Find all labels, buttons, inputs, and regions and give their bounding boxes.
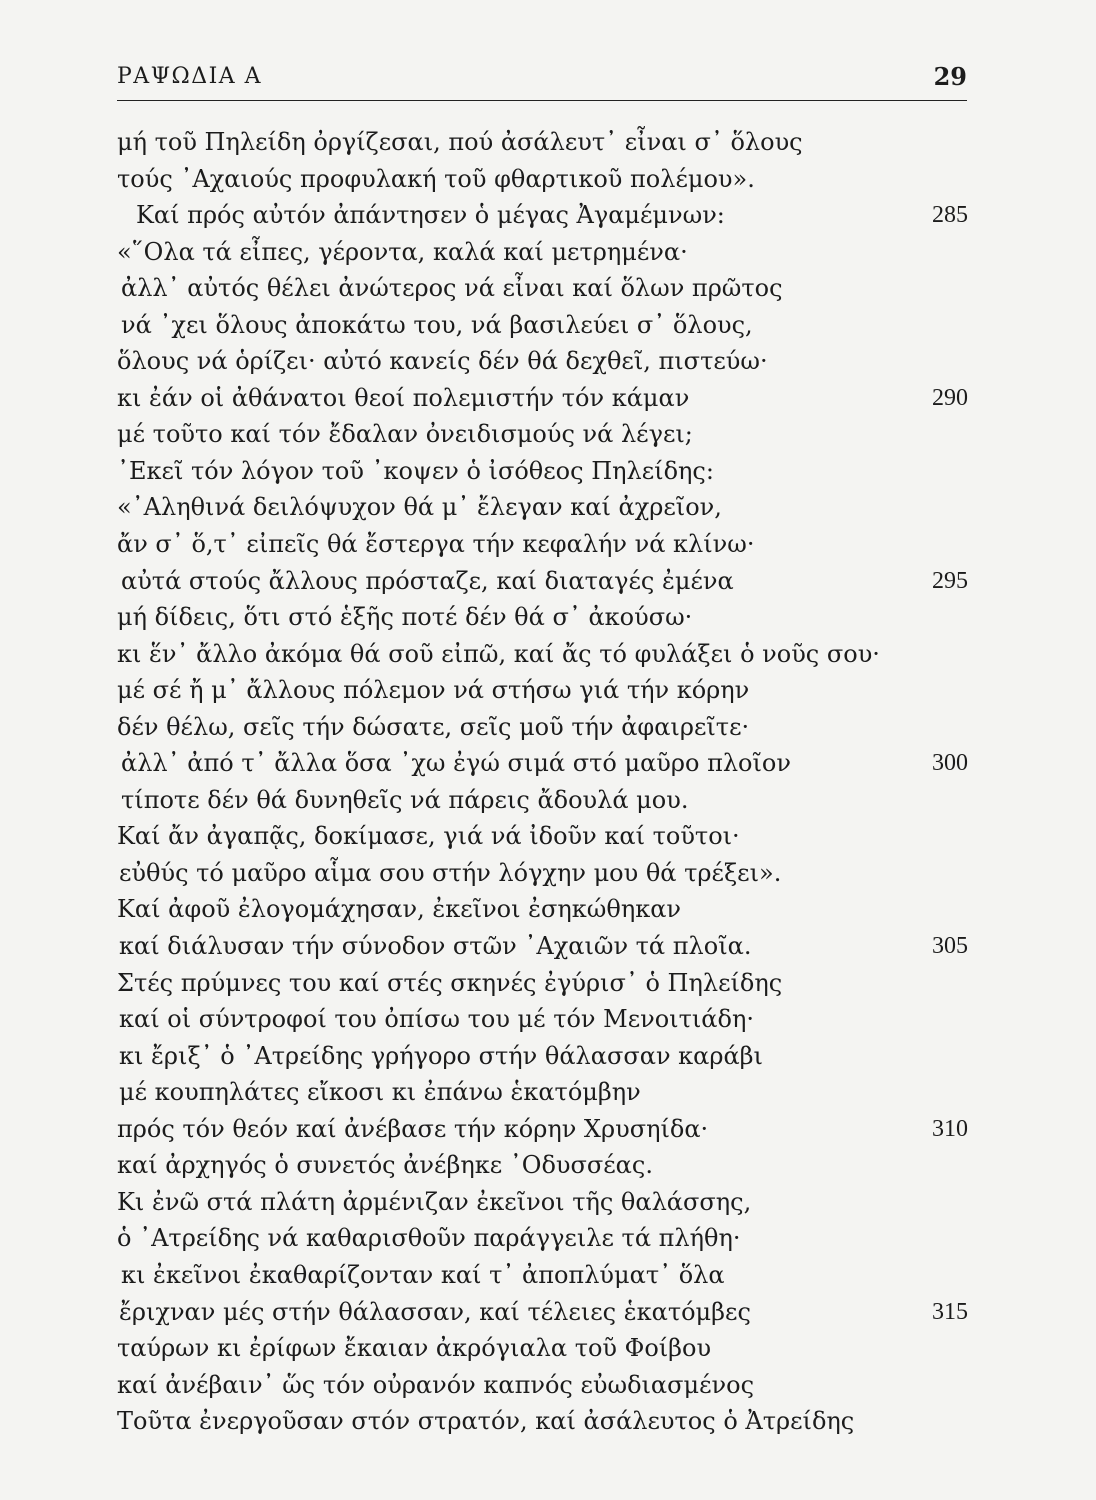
line-number: 295: [932, 567, 968, 594]
verse-line: [0, 891, 1096, 928]
verse-text: αὐτά στούς ἄλλους πρόσταζε, καί διαταγές ἐμένα: [121, 566, 734, 595]
verse-text: κι ἐκεῖνοι ἐκαθαρίζονταν καί τ᾽ ἀποπλύματ᾽ ὅλα: [121, 1260, 725, 1289]
verse-line: [0, 599, 1096, 636]
verse-text: Καί ἄν ἀγαπᾷς, δοκίμασε, γιά νά ἰδοῦν καί τοῦτοι·: [117, 822, 740, 851]
verse-text: νά ᾽χει ὅλους ἀποκάτω του, νά βασιλεύει σ᾽ ὅλους,: [121, 310, 753, 339]
verse-line: [0, 1038, 1096, 1075]
verse-line: [0, 928, 1096, 965]
verse-line: [0, 526, 1096, 563]
verse-text: καί ἀνέβαιν᾽ ὥς τόν οὐρανόν καπνός εὐωδιασμένος: [117, 1370, 755, 1399]
verse-text: ᾽Εκεῖ τόν λόγον τοῦ ᾽κοψεν ὁ ἰσόθεος Πηλείδης:: [117, 456, 714, 485]
verse-text: Τοῦτα ἐνεργοῦσαν στόν στρατόν, καί ἀσάλευτος ὁ Ἀτρείδης: [117, 1407, 855, 1436]
running-title: ΡΑΨΩΔΙΑ Α: [117, 64, 263, 89]
verse-line: [0, 380, 1096, 417]
verse-text: καί διάλυσαν τήν σύνοδον στῶν ᾽Αχαιῶν τά πλοῖα.: [119, 932, 752, 961]
verse-line: [0, 197, 1096, 234]
header-rule: [117, 100, 967, 101]
verse-line: [0, 489, 1096, 526]
verse-line: [0, 1184, 1096, 1221]
verse-text: μέ τοῦτο καί τόν ἔδαλαν ὀνειδισμούς νά λέγει;: [117, 420, 693, 449]
verse-text: εὐθύς τό μαῦρο αἷμα σου στήν λόγχην μου θά τρέξει».: [119, 858, 782, 887]
verse-text: ταύρων κι ἐρίφων ἔκαιαν ἀκρόγιαλα τοῦ Φοίβου: [117, 1334, 712, 1363]
verse-line: [0, 343, 1096, 380]
verse-line: [0, 563, 1096, 600]
verse-text: κι ἕν᾽ ἄλλο ἀκόμα θά σοῦ εἰπῶ, καί ἄς τό φυλάξει ὁ νοῦς σου·: [117, 639, 880, 668]
verse-line: [0, 234, 1096, 271]
verse-line: [0, 1111, 1096, 1148]
verse-text: μή δίδεις, ὅτι στό ἑξῆς ποτέ δέν θά σ᾽ ἀκούσω·: [117, 603, 693, 632]
line-number: 285: [932, 202, 968, 229]
running-header: [117, 62, 967, 96]
line-number: 310: [932, 1115, 968, 1142]
verse-text: ὁ ᾽Ατρείδης νά καθαρισθοῦν παράγγειλε τά πλήθη·: [117, 1224, 741, 1253]
verse-text: μέ κουπηλάτες εἴκοσι κι ἐπάνω ἑκατόμβην: [119, 1078, 641, 1107]
verse-text: μέ σέ ἤ μ᾽ ἄλλους πόλεμον νά στήσω γιά τήν κόρην: [117, 676, 750, 705]
verse-line: [0, 307, 1096, 344]
verse-text: τούς ᾽Αχαιούς προφυλακή τοῦ φθαρτικοῦ πολέμου».: [117, 164, 755, 193]
verse-text: «᾽Αληθινά δειλόψυχον θά μ᾽ ἔλεγαν καί ἀχρεῖον,: [117, 493, 722, 522]
verse-text: κι ἔριξ᾽ ὁ ᾽Ατρείδης γρήγορο στήν θάλασσαν καράβι: [119, 1041, 763, 1070]
verse-text: μή τοῦ Πηλείδη ὀργίζεσαι, πού ἀσάλευτ᾽ εἶναι σ᾽ ὅλους: [117, 128, 803, 156]
verse-line: [0, 124, 1096, 161]
verse-text: καί ἀρχηγός ὁ συνετός ἀνέβηκε ᾽Οδυσσέας.: [117, 1151, 653, 1180]
verse-line: [0, 782, 1096, 819]
verse-text: καί οἱ σύντροφοί του ὀπίσω του μέ τόν Μενοιτιάδη·: [119, 1005, 754, 1034]
verse-text: «῞Ολα τά εἶπες, γέροντα, καλά καί μετρημένα·: [117, 237, 688, 266]
verse-text: δέν θέλω, σεῖς τήν δώσατε, σεῖς μοῦ τήν ἀφαιρεῖτε·: [117, 712, 750, 741]
verse-text: ὅλους νά ὁρίζει· αὐτό κανείς δέν θά δεχθεῖ, πιστεύω·: [117, 347, 768, 376]
verse-line: [0, 1403, 1096, 1440]
verse-text: κι ἐάν οἱ ἀθάνατοι θεοί πολεμιστήν τόν κάμαν: [117, 383, 690, 412]
poem-body: [0, 124, 1096, 1440]
verse-line: [0, 745, 1096, 782]
verse-line: [0, 1330, 1096, 1367]
verse-text: Καί ἀφοῦ ἐλογομάχησαν, ἐκεῖνοι ἐσηκώθηκαν: [117, 895, 681, 924]
line-number: 315: [932, 1298, 968, 1325]
verse-line: [0, 709, 1096, 746]
verse-line: [0, 453, 1096, 490]
verse-line: [0, 636, 1096, 673]
verse-text: ἀλλ᾽ αὐτός θέλει ἀνώτερος νά εἶναι καί ὅλων πρῶτος: [121, 274, 783, 303]
verse-text: ἄν σ᾽ ὅ,τ᾽ εἰπεῖς θά ἔστεργα τήν κεφαλήν νά κλίνω·: [117, 530, 755, 559]
verse-line: [0, 965, 1096, 1002]
verse-line: [0, 1074, 1096, 1111]
verse-line: [0, 416, 1096, 453]
line-number: 290: [932, 384, 968, 411]
verse-line: [0, 855, 1096, 892]
verse-line: [0, 1220, 1096, 1257]
verse-line: [0, 1147, 1096, 1184]
verse-text: Κι ἐνῶ στά πλάτη ἀρμένιζαν ἐκεῖνοι τῆς θαλάσσης,: [117, 1187, 752, 1216]
verse-line: [0, 1001, 1096, 1038]
verse-line: [0, 1367, 1096, 1404]
verse-line: [0, 161, 1096, 198]
verse-text: Καί πρός αὐτόν ἀπάντησεν ὁ μέγας Ἀγαμέμνων:: [136, 201, 725, 230]
page-number: 29: [933, 62, 967, 91]
verse-line: [0, 818, 1096, 855]
verse-text: ἀλλ᾽ ἀπό τ᾽ ἄλλα ὅσα ᾽χω ἐγώ σιμά στό μαῦρο πλοῖον: [121, 749, 791, 778]
verse-line: [0, 270, 1096, 307]
verse-text: πρός τόν θεόν καί ἀνέβασε τήν κόρην Χρυσηίδα·: [117, 1114, 709, 1143]
verse-text: Στές πρύμνες του καί στές σκηνές ἐγύρισ᾽ ὁ Πηλείδης: [117, 968, 783, 997]
verse-text: ἔριχναν μές στήν θάλασσαν, καί τέλειες ἑκατόμβες: [119, 1297, 751, 1326]
verse-line: [0, 1257, 1096, 1294]
verse-line: [0, 672, 1096, 709]
line-number: 300: [932, 750, 968, 777]
verse-line: [0, 1294, 1096, 1331]
line-number: 305: [932, 933, 968, 960]
verse-text: τίποτε δέν θά δυνηθεῖς νά πάρεις ἄδουλά μου.: [121, 785, 689, 814]
